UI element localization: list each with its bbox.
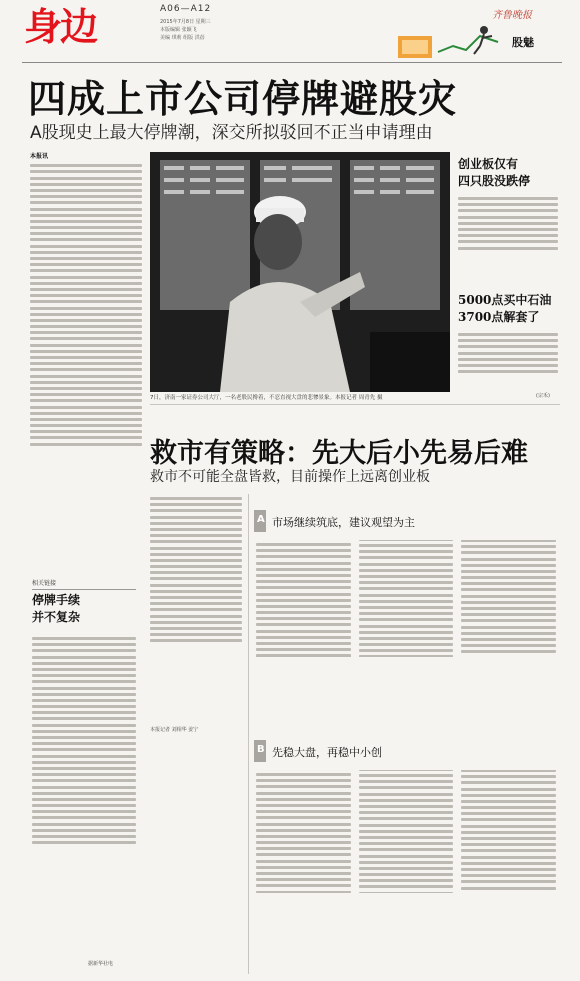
section-b-body: [256, 770, 556, 970]
section-b-title: 先稳大盘，再稳中小创: [272, 746, 382, 759]
section-a-title: 市场继续筑底，建议观望为主: [272, 516, 415, 529]
feature-author: 本报记者 刘相华 姜宁: [150, 727, 199, 733]
lead-story-column: [30, 152, 142, 564]
section-logo: 身边: [24, 4, 97, 49]
editor-line: 本版编辑 张颖飞: [160, 27, 197, 33]
related-link-body: [32, 634, 136, 956]
date-line: 2015年7月8日 星期三: [160, 19, 211, 25]
feature-subhead: 救市不可能全盘皆救，目前操作上远离创业板: [150, 469, 430, 485]
header-rule: [22, 62, 562, 63]
right-headline-1-line1: 创业板仅有: [458, 157, 519, 171]
right-headline-2: [458, 292, 551, 326]
photo-caption: 7日，济南一家证券公司大厅，一名老股民搀着，不忍直视大盘的悲惨景象。本报记者 周青先 摄: [150, 395, 383, 401]
section-name: 股魅: [512, 36, 534, 49]
section-b-letter: B: [257, 744, 265, 755]
designer-line: 美编 琪莉 组版 洪蓓: [160, 35, 205, 41]
right-headline-1-line2: 四只股没跌停: [458, 174, 531, 188]
section-a-letter: A: [257, 514, 265, 525]
newspaper-brand: 齐鲁晚报: [492, 10, 532, 21]
body-text-lines: [30, 164, 142, 445]
related-link-tag: 相关链接: [32, 578, 136, 590]
main-subhead: A股现史上最大停牌潮，深交所拟驳回不正当申请理由: [30, 123, 433, 143]
right-story-tag: (宗禾): [536, 393, 550, 399]
right-story-1: [458, 194, 558, 284]
edition-meta: [160, 18, 211, 42]
section-a-body: [256, 540, 556, 730]
right-headline-1: [458, 156, 530, 190]
related-link-title-line2: 并不复杂: [32, 610, 81, 624]
feature-intro-column: [150, 494, 242, 724]
related-link-box: [28, 578, 140, 970]
cartoon-illustration: [398, 22, 506, 60]
right-story-2: [458, 330, 558, 396]
right-headline-2-line2: 3700点解套了: [458, 310, 540, 324]
related-link-title: [32, 592, 80, 626]
column-divider: [248, 494, 249, 974]
stock-hall-photo: [150, 152, 450, 392]
masthead: [0, 0, 580, 66]
related-link-title-line1: 停牌手续: [32, 593, 81, 607]
right-headline-2-line1: 5000点买中石油: [458, 293, 552, 307]
page-range: A06—A12: [160, 4, 212, 14]
main-headline: 四成上市公司停牌避股灾: [28, 76, 458, 121]
section-divider: [150, 404, 560, 405]
feature-headline: 救市有策略：先大后小先易后难: [150, 438, 528, 469]
related-link-signoff: 据新华社电: [88, 961, 114, 967]
lead-byline: 本报讯: [30, 153, 49, 160]
